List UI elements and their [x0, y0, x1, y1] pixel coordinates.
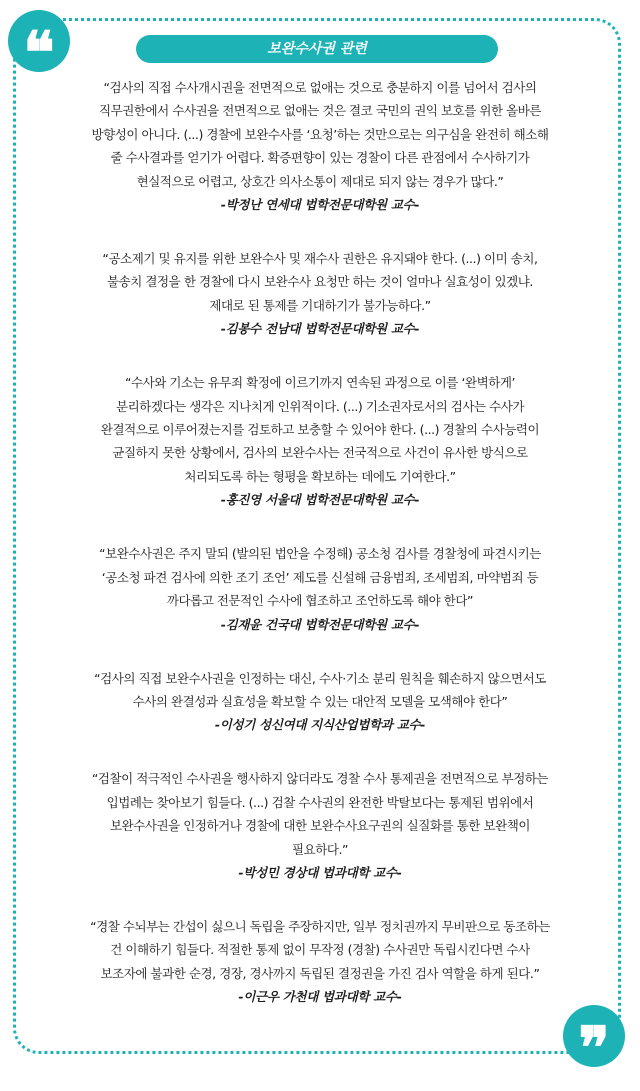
quote-line: “검찰이 적극적인 수사권을 행사하지 않더라도 경찰 수사 통제권을 전면적으로 부정하는: [91, 771, 549, 787]
quote-line: 까다롭고 전문적인 수사에 협조하고 조언하도록 해야 한다”: [166, 593, 474, 609]
open-quote-icon: ❝: [8, 10, 70, 72]
quote-line: 보완수사권을 인정하거나 경찰에 대한 보완수사요구권의 실질화를 통한 보완책이: [110, 818, 530, 834]
quote-author: -이근우 가천대 법과대학 교수-: [238, 989, 402, 1005]
quote-line: 완결적으로 이루어졌는지를 검토하고 보충할 수 있어야 한다. (...) 경찰의 수사능력이: [100, 422, 540, 438]
quote-line: 처리되도록 하는 형평을 확보하는 데에도 기여한다.”: [184, 468, 456, 484]
quote-author: -김봉수 전남대 법학전문대학원 교수-: [220, 321, 420, 337]
quote-block: [30, 767, 610, 884]
quote-line: ‘공소청 파견 검사에 의한 조기 조언’ 제도를 신설해 금융범죄, 조세범죄, 마약범죄 등: [101, 569, 539, 585]
quotes-container: [30, 76, 610, 1039]
quote-block: [30, 667, 610, 737]
quote-line: 분리하겠다는 생각은 지나치게 인위적이다. (...) 기소권자로서의 검사는 수사가: [116, 398, 524, 414]
quote-line: 균질하지 못한 상황에서, 검사의 보완수사는 전국적으로 사건이 유사한 방식으로: [112, 445, 528, 461]
quote-line: 보조자에 불과한 순경, 경장, 경사까지 독립된 결정권을 가진 검사 역할을 하게 된다.”: [100, 965, 540, 981]
quote-line: “경찰 수뇌부는 간섭이 싫으니 독립을 주장하지만, 일부 정치권까지 무비판으로 동조하는: [90, 918, 550, 934]
quote-line: “수사와 기소는 유무죄 확정에 이르기까지 연속된 과정으로 이를 ‘완벽하게’: [124, 375, 515, 391]
quote-line: 불송치 결정을 한 경찰에 다시 보완수사 요청만 하는 것이 얼마나 실효성이 있겠냐.: [107, 274, 533, 290]
quote-block: [30, 915, 610, 1008]
quote-author: -박성민 경상대 법과대학 교수-: [238, 864, 402, 880]
quote-author: -박정난 연세대 법학전문대학원 교수-: [220, 197, 420, 213]
quote-block: [30, 542, 610, 635]
quote-line: “검사의 직접 수사개시권을 전면적으로 없애는 것으로 충분하지 이를 넘어서 검사의: [103, 80, 537, 95]
quote-line: 필요하다.”: [291, 841, 349, 857]
quote-line: “보완수사권은 주지 말되 (발의된 법안을 수정해) 공소청 검사를 경찰청에 파견시키는: [99, 546, 541, 562]
quote-line: 수사의 완결성과 실효성을 확보할 수 있는 대안적 모델을 모색해야 한다”: [132, 693, 508, 709]
close-quote-icon: ❞: [563, 1005, 625, 1067]
quote-line: “공소제기 및 유지를 위한 보완수사 및 재수사 권한은 유지돼야 한다. (...) 이미 송치,: [102, 251, 538, 267]
quote-block: [30, 371, 610, 511]
quote-line: 방향성이 아니다. (...) 경찰에 보완수사를 ‘요청’하는 것만으로는 의구심을 완전히 해소해: [91, 126, 549, 142]
quote-line: 제대로 된 통제를 기대하기가 불가능하다.”: [209, 297, 431, 313]
quote-block: [30, 76, 610, 216]
section-title: 보완수사권 관련: [136, 35, 498, 63]
quote-line: 직무권한에서 수사권을 전면적으로 없애는 것은 결코 국민의 권익 보호를 위한 올바른: [98, 103, 542, 119]
quote-line: “검사의 직접 보완수사권을 인정하는 대신, 수사·기소 분리 원칙을 훼손하지 않으면서도: [94, 670, 546, 686]
quote-line: 현실적으로 어렵고, 상호간 의사소통이 제대로 되지 않는 경우가 많다.”: [136, 173, 504, 189]
quote-line: 줄 수사결과를 얻기가 어렵다. 확증편향이 있는 경찰이 다른 관점에서 수사하기가: [110, 150, 530, 166]
quote-block: [30, 247, 610, 340]
quote-author: -김재윤 건국대 법학전문대학원 교수-: [220, 616, 420, 632]
quote-line: 입법례는 찾아보기 힘들다. (...) 검찰 수사권의 완전한 박탈보다는 통제된 범위에서: [106, 794, 534, 810]
quote-line: 건 이해하기 힘들다. 적절한 통제 없이 무작정 (경찰) 수사권만 독립시킨다면 수사: [110, 942, 530, 958]
quote-author: -이성기 성신여대 지식산업법학과 교수-: [214, 717, 426, 733]
quote-author: -홍진영 서울대 법학전문대학원 교수-: [220, 492, 420, 508]
